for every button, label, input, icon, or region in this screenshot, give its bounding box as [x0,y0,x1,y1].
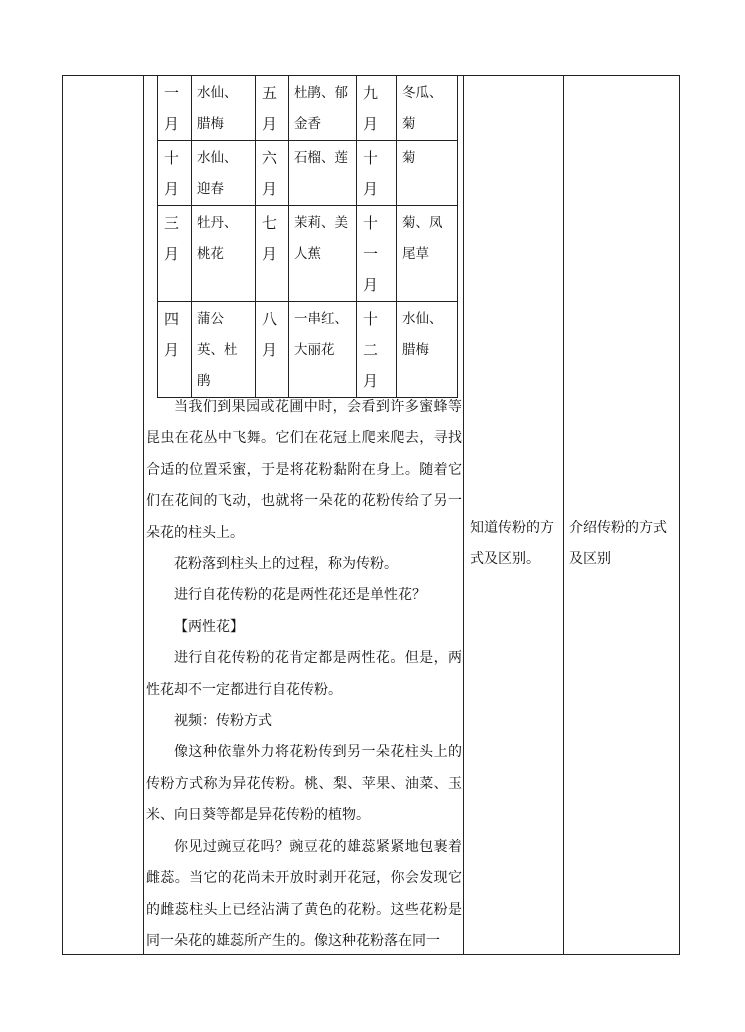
flower-cell: 冬瓜、菊 [397,76,458,141]
flower-cell: 水仙、迎春 [192,141,256,206]
month-cell: 七月 [256,206,289,302]
flower-cell: 杜鹃、郁金香 [289,76,357,141]
flower-cell: 水仙、腊梅 [192,76,256,141]
month-cell: 十月 [158,141,192,206]
calendar-row [158,141,458,206]
flower-cell: 牡丹、桃花 [192,206,256,302]
lesson-content [146,392,462,957]
month-cell: 四月 [158,302,192,398]
paragraph: 你见过豌豆花吗？豌豆花的雄蕊紧紧地包裹着雌蕊。当它的花尚未开放时剥开花冠，你会发现它的雌蕊柱头上已经沾满了黄色的花粉。这些花粉是同一朵花的雄蕊所产生的。像这种花粉落在同一 [146,838,462,949]
flower-cell: 水仙、腊梅 [397,302,458,398]
paragraph: 当我们到果园或花圃中时，会看到许多蜜蜂等昆虫在花丛中飞舞。它们在花冠上爬来爬去，寻找合适的位置采蜜，于是将花粉黏附在身上。随着它们在花间的飞动，也就将一朵花的花粉传给了另一朵花的柱头上。 [146,399,462,541]
month-cell: 九月 [357,76,397,141]
month-cell: 十一月 [357,206,397,302]
paragraph: 像这种依靠外力将花粉传到另一朵花柱头上的传粉方式称为异花传粉。桃、梨、苹果、油菜、玉米、向日葵等都是异花传粉的植物。 [146,744,462,824]
month-cell: 六月 [256,141,289,206]
calendar-row [158,302,458,398]
student-activity: 知道传粉的方式及区别。 [470,520,554,567]
month-cell: 十月 [357,141,397,206]
month-cell: 三月 [158,206,192,302]
design-intent: 介绍传粉的方式及区别 [569,520,667,567]
paragraph: 视频：传粉方式 [174,713,272,730]
paragraph: 花粉落到柱头上的过程，称为传粉。 [174,556,398,573]
paragraph: 进行自花传粉的花是两性花还是单性花？ [174,587,426,604]
flower-calendar-table [157,75,458,398]
column-divider [143,75,144,955]
calendar-row [158,206,458,302]
flower-cell: 菊 [397,141,458,206]
month-cell: 十二月 [357,302,397,398]
paragraph: 【两性花】 [174,618,244,635]
calendar-row [158,76,458,141]
month-cell: 八月 [256,302,289,398]
flower-cell: 茉莉、美人蕉 [289,206,357,302]
column-divider [463,75,464,955]
flower-cell: 蒲公英、杜鹃 [192,302,256,398]
column-divider [563,75,564,955]
paragraph: 进行自花传粉的花肯定都是两性花。但是，两性花却不一定都进行自花传粉。 [146,650,462,698]
month-cell: 一月 [158,76,192,141]
flower-cell: 一串红、大丽花 [289,302,357,398]
flower-cell: 石榴、莲 [289,141,357,206]
month-cell: 五月 [256,76,289,141]
flower-cell: 菊、凤尾草 [397,206,458,302]
